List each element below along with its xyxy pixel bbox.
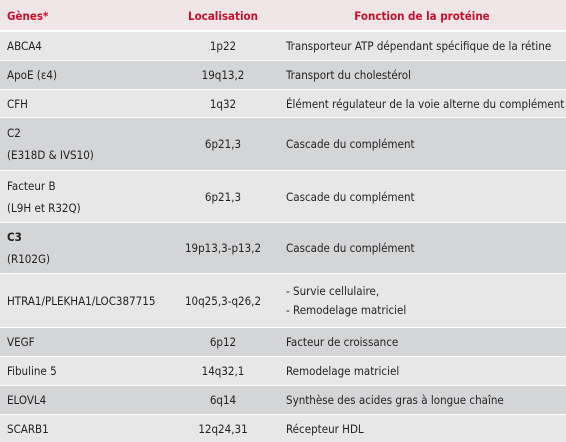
gene-cell	[0, 223, 168, 273]
protein-function: - Remodelage matriciel	[286, 303, 407, 317]
protein-function: Élément régulateur de la voie alterne du complément	[286, 96, 565, 111]
table-row	[0, 386, 566, 415]
table-row	[0, 171, 566, 223]
protein-function: Récepteur HDL	[286, 421, 364, 436]
protein-function: Transporteur ATP dépendant spécifique de la rétine	[286, 39, 552, 53]
gene-localisation: 12q24,31	[198, 421, 248, 436]
table-row	[0, 415, 566, 442]
gene-localisation: 19q13,2	[201, 68, 245, 82]
table-row	[0, 32, 566, 61]
header-genes: Gènes*	[7, 9, 49, 23]
gene-localisation: 19p13,3-p13,2	[184, 241, 262, 255]
table-row	[0, 357, 566, 386]
table-row	[0, 118, 566, 171]
gene-variant: (E318D & IVS10)	[7, 148, 94, 162]
gene-localisation: 6q14	[209, 393, 237, 407]
protein-function: Transport du cholestérol	[286, 68, 411, 82]
gene-name: SCARB1	[7, 421, 49, 436]
header-fonction: Fonction de la protéine	[354, 9, 490, 23]
protein-function: Cascade du complément	[286, 137, 415, 151]
gene-name: C3	[7, 230, 22, 244]
gene-localisation: 1q32	[209, 96, 237, 111]
gene-localisation: 6p21,3	[204, 137, 242, 151]
protein-function: Cascade du complément	[286, 241, 415, 255]
protein-function: Cascade du complément	[286, 189, 415, 204]
gene-name: ABCA4	[7, 39, 42, 53]
gene-localisation: 1p22	[209, 39, 237, 53]
gene-name: Facteur B	[7, 178, 56, 193]
gene-cell	[0, 171, 168, 222]
gene-localisation: 6p12	[209, 335, 237, 349]
table-row	[0, 223, 566, 274]
gene-variant: (L9H et R32Q)	[7, 200, 81, 215]
protein-function: Facteur de croissance	[286, 335, 399, 349]
gene-name: ELOVL4	[7, 393, 47, 407]
gene-name: C2	[7, 126, 21, 140]
gene-cell	[0, 118, 168, 170]
gene-name: VEGF	[7, 335, 35, 349]
gene-name: HTRA1/PLEKHA1/LOC387715	[7, 293, 156, 308]
gene-name: ApoE (ε4)	[7, 68, 58, 82]
protein-function: Remodelage matriciel	[286, 364, 400, 378]
table-row	[0, 61, 566, 90]
protein-function: Synthèse des acides gras à longue chaîne	[286, 393, 504, 407]
gene-name: Fibuline 5	[7, 364, 57, 378]
gene-localisation: 10q25,3-q26,2	[184, 293, 262, 308]
gene-localisation: 14q32,1	[201, 364, 245, 378]
table-row	[0, 90, 566, 118]
table-row	[0, 328, 566, 357]
gene-localisation: 6p21,3	[204, 189, 242, 204]
table-row	[0, 274, 566, 328]
protein-function: - Survie cellulaire,	[286, 284, 380, 298]
gene-name: CFH	[7, 96, 28, 111]
table-header	[0, 0, 566, 32]
protein-function-list	[278, 274, 566, 327]
header-localisation: Localisation	[187, 9, 258, 23]
gene-variant: (R102G)	[7, 252, 51, 266]
